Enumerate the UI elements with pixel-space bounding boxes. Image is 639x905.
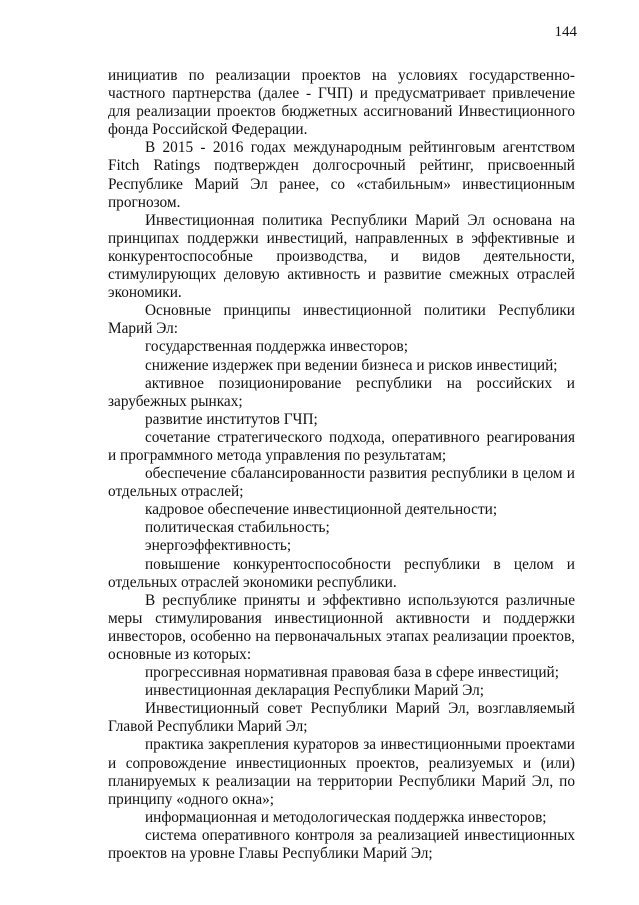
list-item: энергоэффективность;	[145, 537, 292, 555]
document-body	[108, 67, 575, 863]
paragraph: В 2015 - 2016 годах международным рейтинговым агентством Fitch Ratings подтвержден долгосрочный рейтинг, присвоенный Республике Марий Эл ранее, со «стабильным» инвестиционным прогнозом.	[108, 139, 575, 211]
list-item: Инвестиционный совет Республики Марий Эл, возглавляемый Главой Республики Марий Эл;	[108, 700, 575, 736]
page-number: 144	[554, 24, 577, 40]
list-item: повышение конкурентоспособности республики в целом и отдельных отраслей экономики республики.	[108, 555, 575, 591]
list-item: кадровое обеспечение инвестиционной деятельности;	[145, 501, 498, 519]
list-item: практика закрепления кураторов за инвестиционными проектами и сопровождение инвестиционных проектов, реализуемых и (или) планируемых к реализации на территории Республики Марий Эл, по принципу «одного окна»;	[108, 736, 575, 808]
list-item: активное позиционирование республики на российских и зарубежных рынках;	[108, 374, 575, 410]
list-item: инвестиционная декларация Республики Марий Эл;	[145, 682, 485, 700]
list-item: система оперативного контроля за реализацией инвестиционных проектов на уровне Главы Республики Марий Эл;	[108, 826, 575, 863]
list-item: обеспечение сбалансированности развития республики в целом и отдельных отраслей;	[108, 465, 575, 501]
list-item: государственная поддержка инвесторов;	[145, 338, 408, 356]
paragraph: В республике приняты и эффективно используются различные меры стимулирования инвестиционной активности и поддержки инвесторов, особенно на первоначальных этапах реализации проектов, основные из которых:	[108, 591, 575, 663]
paragraph: Инвестиционная политика Республики Марий Эл основана на принципах поддержки инвестиций, направленных в эффективные и конкурентоспособные производства, и видов деятельности, стимулирующих деловую активность и развитие смежных отраслей экономики.	[108, 211, 575, 302]
list-item: развитие институтов ГЧП;	[145, 410, 318, 428]
list-item: прогрессивная нормативная правовая база в сфере инвестиций;	[145, 664, 559, 682]
paragraph: Основные принципы инвестиционной политики Республики Марий Эл:	[108, 302, 575, 338]
list-item: политическая стабильность;	[145, 519, 330, 537]
list-item: информационная и методологическая поддержка инвесторов;	[145, 808, 547, 826]
list-item: сочетание стратегического подхода, оперативного реагирования и программного метода управления по результатам;	[108, 428, 575, 464]
list-item: снижение издержек при ведении бизнеса и рисков инвестиций;	[145, 356, 558, 374]
paragraph: инициатив по реализации проектов на условиях государственно-частного партнерства (далее - ГЧП) и предусматривает привлечение для реализации проектов бюджетных ассигнований Инвестиционного фонда Российской Федерации.	[108, 67, 575, 139]
